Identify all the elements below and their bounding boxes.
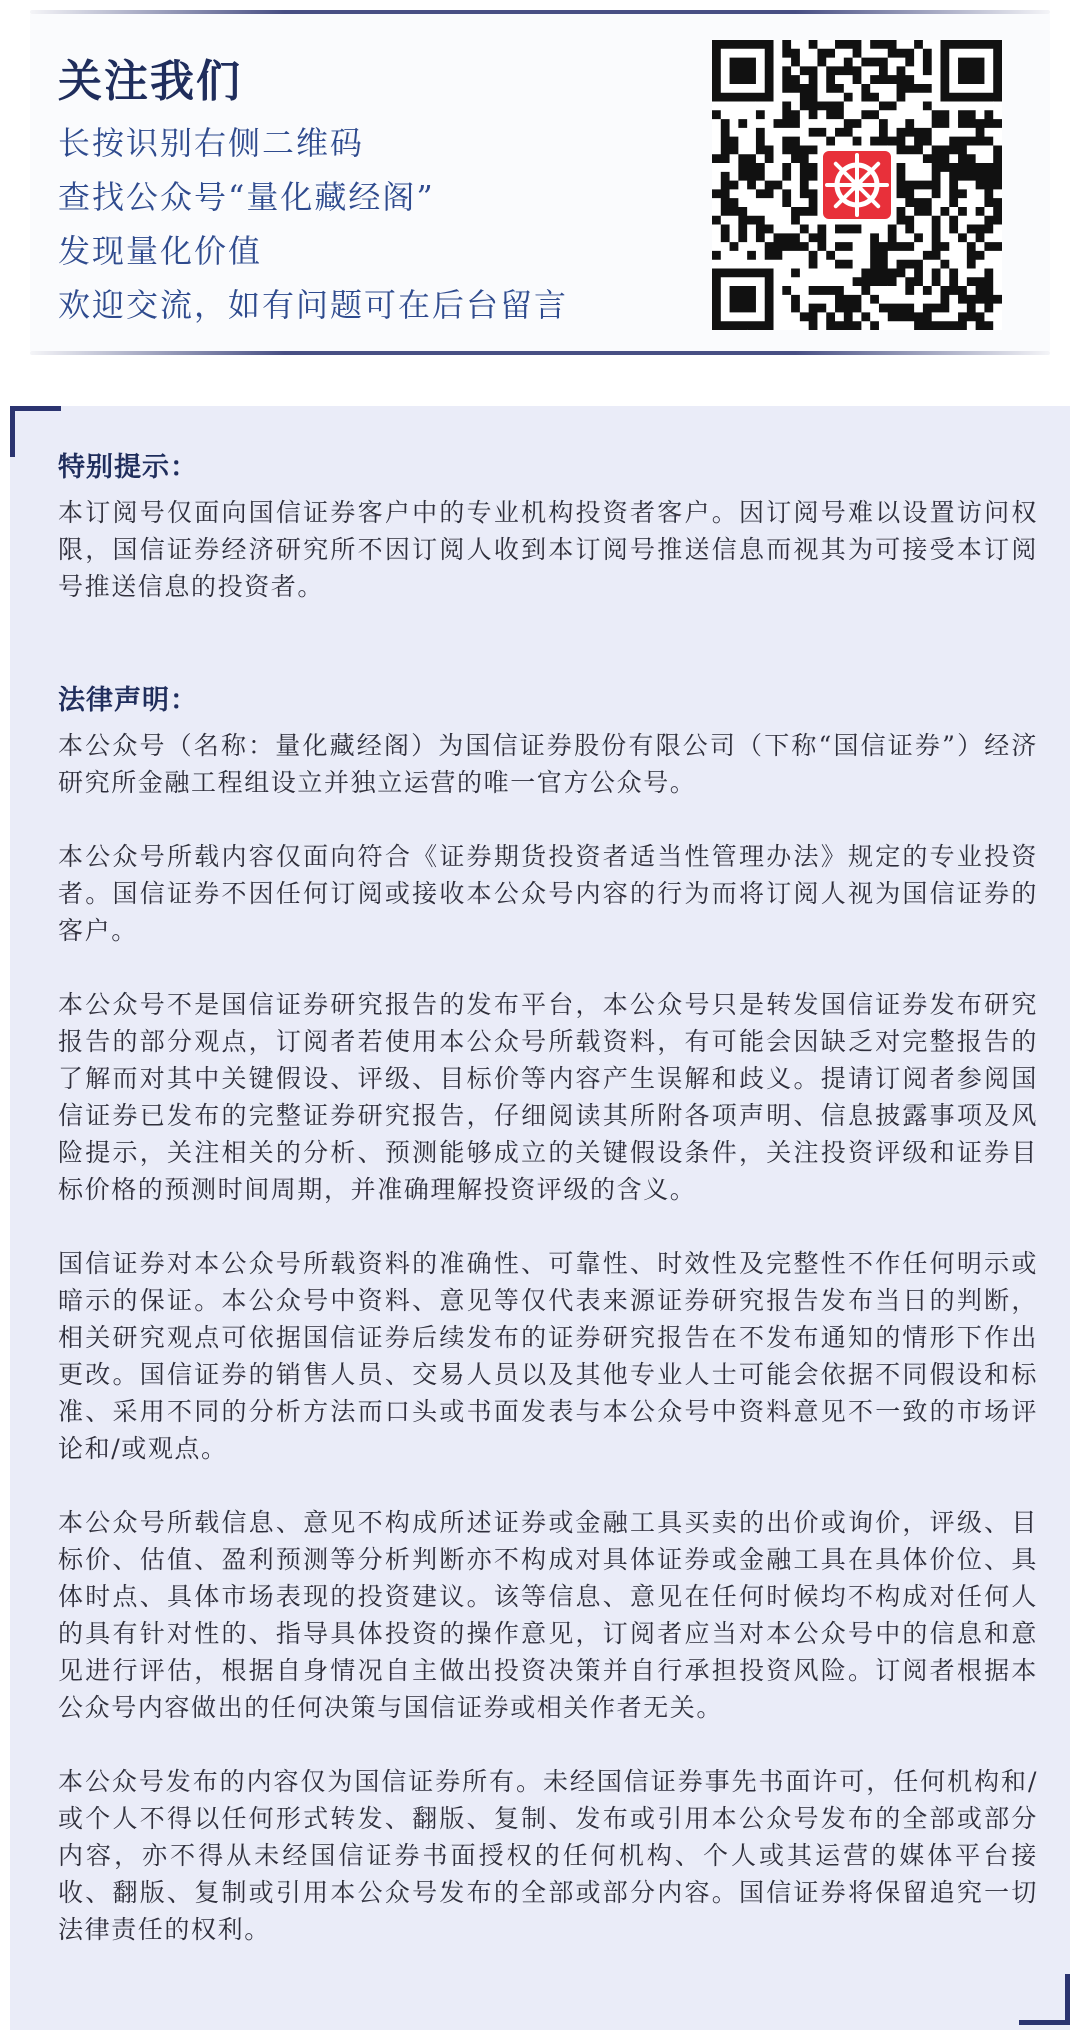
follow-line: 查找公众号“量化藏经阁”: [58, 178, 435, 216]
corner-bracket-bottom-right: [1019, 1974, 1070, 2025]
follow-instructions: [58, 116, 568, 332]
qr-code-graphic[interactable]: [712, 40, 1002, 330]
follow-line: 发现量化价值: [58, 232, 263, 270]
header-bottom-divider: [30, 351, 1050, 355]
top-divider: [30, 10, 1050, 14]
special-notice-text: 本订阅号仅面向国信证券客户中的专业机构投资者客户。因订阅号难以设置访问权限，国信证券经济研究所不因订阅人收到本订阅号推送信息而视其为可接受本订阅号推送信息的投资者。: [58, 498, 1038, 601]
follow-line: 欢迎交流，如有问题可在后台留言: [58, 286, 569, 324]
follow-line: 长按识别右侧二维码: [58, 124, 365, 162]
disclaimer-content: [58, 448, 1038, 1948]
corner-bracket-top-left: [10, 406, 61, 457]
follow-title: 关注我们: [58, 56, 242, 107]
special-notice-heading: 特别提示：: [58, 452, 198, 483]
legal-paragraph: 本公众号所载内容仅面向符合《证券期货投资者适当性管理办法》规定的专业投资者。国信证券不因任何订阅或接收本公众号内容的行为而将订阅人视为国信证券的客户。: [58, 842, 1038, 945]
qr-code[interactable]: [712, 40, 1002, 330]
legal-statement-heading: 法律声明：: [58, 685, 198, 716]
legal-paragraph: 国信证券对本公众号所载资料的准确性、可靠性、时效性及完整性不作任何明示或暗示的保证。本公众号中资料、意见等仅代表来源证券研究报告发布当日的判断，相关研究观点可依据国信证券后续发布的证券研究报告在不发布通知的情形下作出更改。国信证券的销售人员、交易人员以及其他专业人士可能会依据不同假设和标准、采用不同的分析方法而口头或书面发表与本公众号中资料意见不一致的市场评论和/或观点。: [58, 1249, 1038, 1463]
legal-paragraph: 本公众号所载信息、意见不构成所述证券或金融工具买卖的出价或询价，评级、目标价、估值、盈利预测等分析判断亦不构成对具体证券或金融工具在具体价位、具体时点、具体市场表现的投资建议。该等信息、意见在任何时候均不构成对任何人的具有针对性的、指导具体投资的操作意见，订阅者应当对本公众号中的信息和意见进行评估，根据自身情况自主做出投资决策并自行承担投资风险。订阅者根据本公众号内容做出的任何决策与国信证券或相关作者无关。: [58, 1508, 1038, 1722]
legal-paragraph: 本公众号不是国信证券研究报告的发布平台，本公众号只是转发国信证券发布研究报告的部分观点，订阅者若使用本公众号所载资料，有可能会因缺乏对完整报告的了解而对其中关键假设、评级、目标价等内容产生误解和歧义。提请订阅者参阅国信证券已发布的完整证券研究报告，仔细阅读其所附各项声明、信息披露事项及风险提示，关注相关的分析、预测能够成立的关键假设条件，关注投资评级和证券目标价格的预测时间周期，并准确理解投资评级的含义。: [58, 990, 1038, 1204]
ship-wheel-icon: [821, 149, 893, 221]
legal-paragraph: 本公众号（名称：量化藏经阁）为国信证券股份有限公司（下称“国信证券”）经济研究所金融工程组设立并独立运营的唯一官方公众号。: [58, 731, 1038, 797]
legal-paragraph: 本公众号发布的内容仅为国信证券所有。未经国信证券事先书面许可，任何机构和/或个人不得以任何形式转发、翻版、复制、发布或引用本公众号发布的全部或部分内容，亦不得从未经国信证券书面授权的任何机构、个人或其运营的媒体平台接收、翻版、复制或引用本公众号发布的全部或部分内容。国信证券将保留追究一切法律责任的权利。: [58, 1767, 1038, 1944]
